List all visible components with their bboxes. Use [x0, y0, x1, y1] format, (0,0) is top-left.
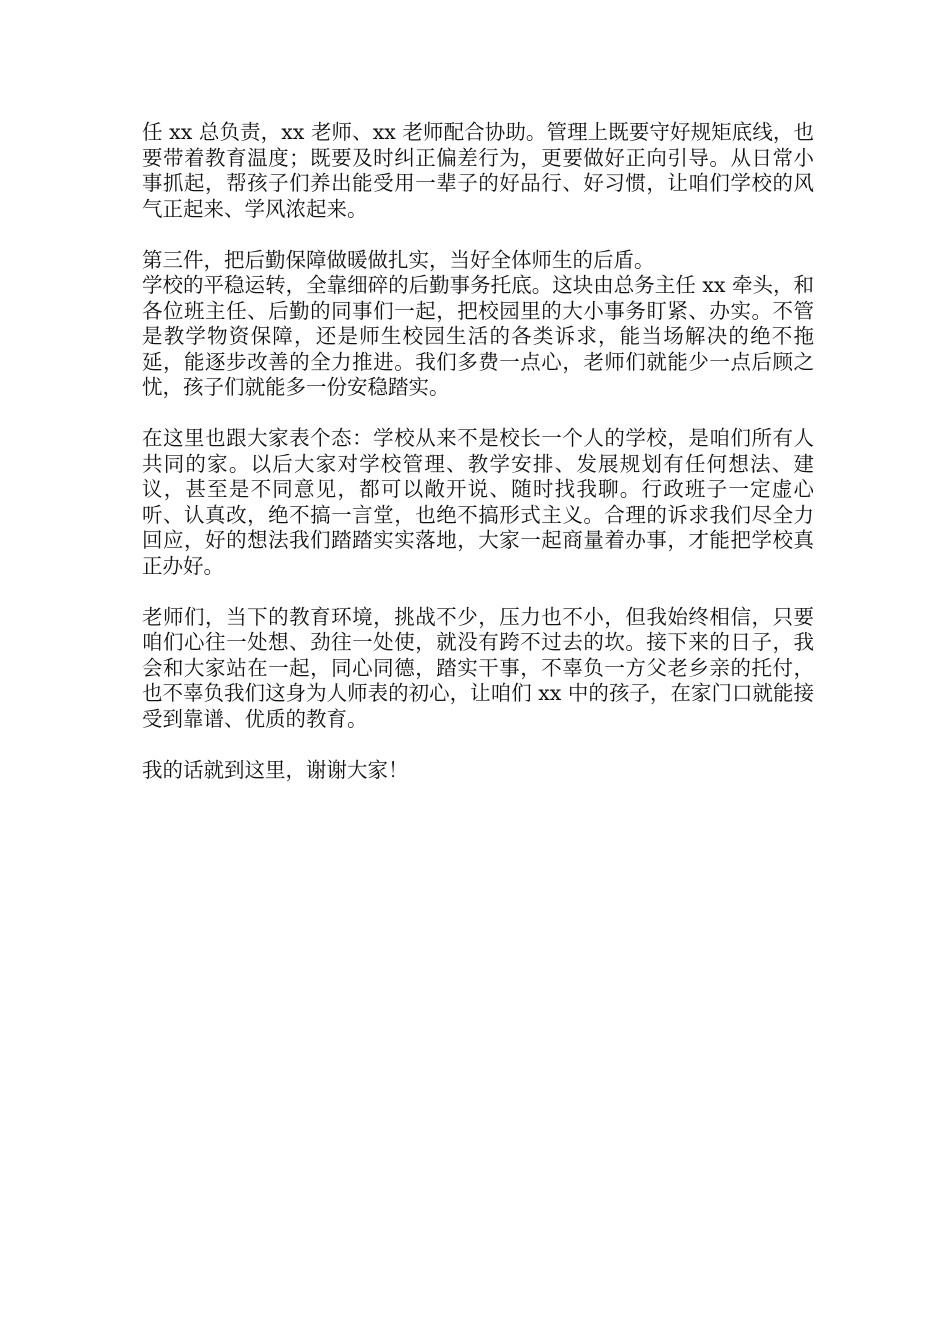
document-page — [142, 120, 814, 783]
paragraph-encouragement: 老师们，当下的教育环境，挑战不少，压力也不小，但我始终相信，只要咱们心往一处想、劲往一处使，就没有跨不过去的坎。接下来的日子，我会和大家站在一起，同心同德，踏实干事，不辜负一方父老乡亲的托付，也不辜负我们这身为人师表的初心，让咱们 xx 中的孩子，在家门口就能接受到靠谱、优质的教育。 — [142, 604, 814, 731]
paragraph-duty-assignment: 任 xx 总负责，xx 老师、xx 老师配合协助。管理上既要守好规矩底线，也要带着教育温度；既要及时纠正偏差行为，更要做好正向引导。从日常小事抓起，帮孩子们养出能受用一辈子的好品行、好习惯，让咱们学校的风气正起来、学风浓起来。 — [142, 120, 814, 221]
paragraph-closing: 我的话就到这里，谢谢大家！ — [142, 757, 409, 782]
paragraph-commitment: 在这里也跟大家表个态：学校从来不是校长一个人的学校，是咱们所有人共同的家。以后大家对学校管理、教学安排、发展规划有任何想法、建议，甚至是不同意见，都可以敞开说、随时找我聊。行政班子一定虚心听、认真改，绝不搞一言堂，也绝不搞形式主义。合理的诉求我们尽全力回应，好的想法我们踏踏实实落地，大家一起商量着办事，才能把学校真正办好。 — [142, 426, 814, 578]
paragraph-logistics: 学校的平稳运转，全靠细碎的后勤事务托底。这块由总务主任 xx 牵头，和各位班主任、后勤的同事们一起，把校园里的大小事务盯紧、办实。不管是教学物资保障，还是师生校园生活的各类诉求，能当场解决的绝不拖延，能逐步改善的全力推进。我们多费一点心，老师们就能少一点后顾之忧，孩子们就能多一份安稳踏实。 — [142, 273, 814, 399]
paragraph-third-item-heading: 第三件，把后勤保障做暖做扎实，当好全体师生的后盾。 — [142, 247, 655, 272]
